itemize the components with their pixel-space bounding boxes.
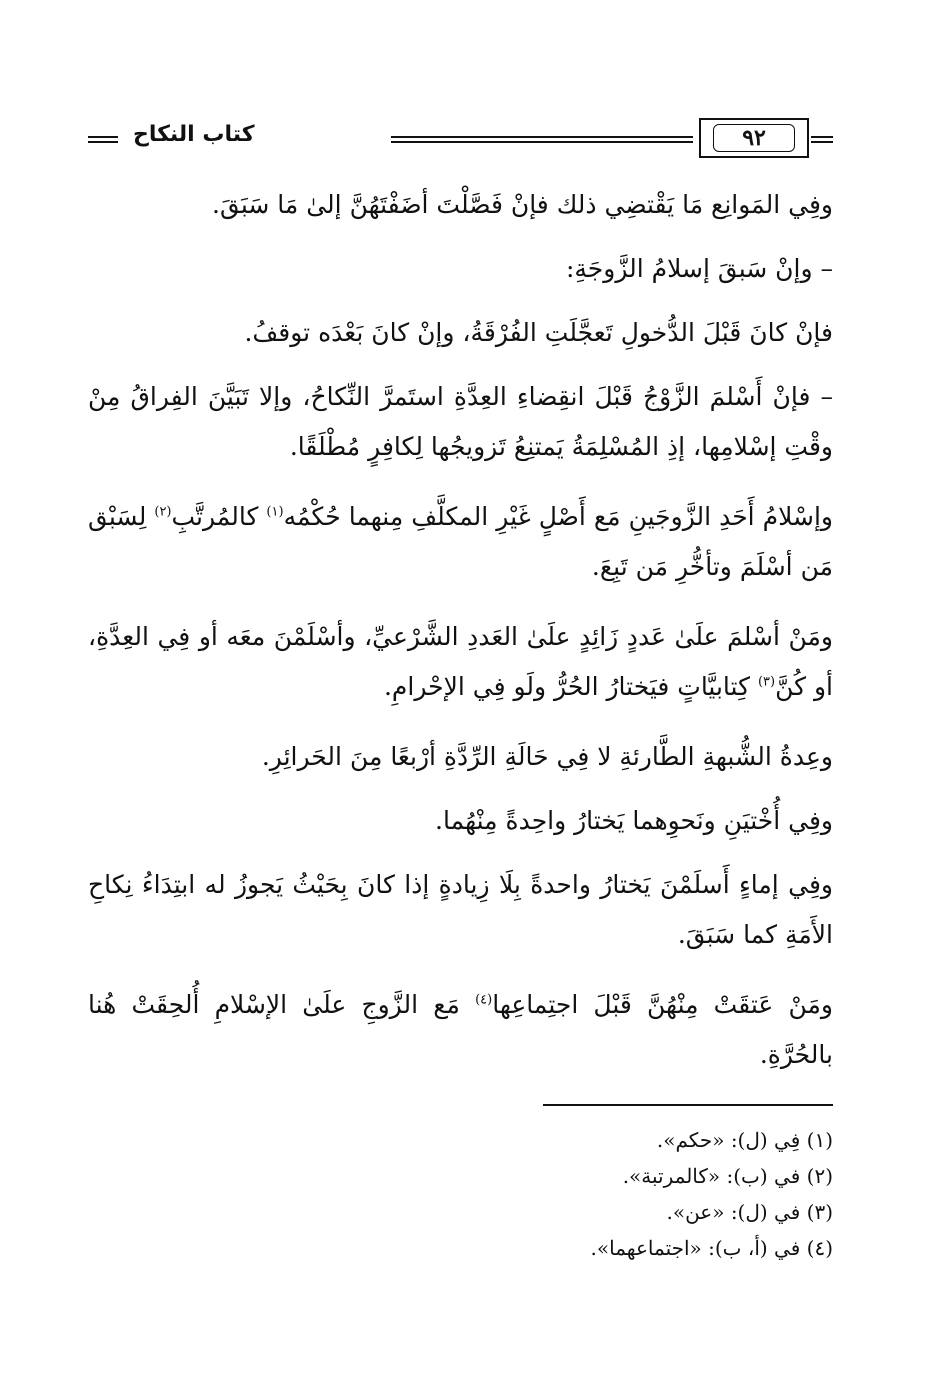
footnote: (٢) في (ب): «كالمرتبة». bbox=[622, 1164, 833, 1188]
footnote-marker: (٢) bbox=[154, 504, 172, 520]
book-title: كتاب النكاح bbox=[133, 122, 255, 147]
main-text bbox=[88, 180, 833, 1100]
paragraph: فإنْ كانَ قَبْلَ الدُّخولِ تَعجَّلَتِ الفُرْقَةُ، وإنْ كانَ بَعْدَه توقفُ. bbox=[244, 318, 833, 347]
footnote: (٤) في (أ، ب): «اجتماعهما». bbox=[590, 1236, 833, 1260]
page-number-frame bbox=[699, 118, 809, 158]
paragraph: – وإنْ سَبقَ إسلامُ الزَّوجَةِ: bbox=[565, 254, 833, 283]
footnote: (٣) في (ل): «عن». bbox=[666, 1200, 833, 1224]
footnote-marker: (٣) bbox=[757, 674, 776, 690]
paragraph bbox=[88, 980, 833, 1080]
paragraph-text: مَع الزَّوجِ علَىٰ الإسْلامِ أُلحِقَتْ هُنا بالحُرَّةِ. bbox=[88, 990, 833, 1069]
header-rule-middle bbox=[391, 136, 693, 143]
footnote: (١) فِي (ل): «حكم». bbox=[656, 1128, 833, 1152]
header-rule-left bbox=[88, 136, 118, 143]
footnote-separator bbox=[543, 1104, 833, 1106]
paragraph bbox=[88, 612, 833, 712]
paragraph-text: كالمُرتَّبِ bbox=[171, 502, 267, 531]
paragraph-text: ومَنْ أسْلمَ علَىٰ عَددٍ زَائِدٍ علَىٰ العَددِ الشَّرْعيِّ، وأسْلَمْنَ معَه أو فِي العِدَّةِ، أو كُنَّ bbox=[88, 622, 833, 701]
footnote-marker: (٤) bbox=[475, 992, 493, 1008]
paragraph: – فإنْ أَسْلمَ الزَّوْجُ قَبْلَ انقِضاءِ العِدَّةِ استَمرَّ النِّكاحُ، وإلا تَبَيَّنَ الفِراقُ مِنْ وقْتِ إسْلامِها، إذِ المُسْلِمَةُ يَمتنِعُ تَزويجُها لِكافِرٍ مُطْلَقًا. bbox=[88, 382, 833, 461]
paragraph-text: كِتابيَّاتٍ فيَختارُ الحُرُّ ولَو فِي الإحْرامِ. bbox=[383, 672, 758, 701]
paragraph: وفِي إماءٍ أَسلَمْنَ يَختارُ واحدةً بِلَا زِيادةٍ إذا كانَ بِحَيْثُ يَجوزُ له ابتِدَاءُ نِكاحِ الأَمَةِ كما سَبَقَ. bbox=[88, 870, 833, 949]
paragraph: وعِدةُ الشُّبهةِ الطَّارئةِ لا فِي حَالَةِ الرِّدَّةِ أرْبعًا مِنَ الحَرائِرِ. bbox=[261, 742, 833, 771]
paragraph-text: وإسْلامُ أَحَدِ الزَّوجَينِ مَع أَصْلٍ غَيْرِ المكلَّفِ مِنهما حُكْمُه bbox=[283, 502, 833, 531]
header-rule-right bbox=[811, 136, 833, 143]
footnotes bbox=[133, 1122, 833, 1266]
footnote-marker: (١) bbox=[266, 504, 284, 520]
paragraph-text: لِسَبْق مَن أسْلَمَ وتأخُّرِ مَن تَبِعَ. bbox=[88, 502, 833, 581]
page-number: ٩٢ bbox=[713, 124, 795, 152]
paragraph-text: ومَنْ عَتقَتْ مِنْهُنَّ قَبْلَ اجتِماعِها bbox=[492, 990, 833, 1019]
page-header bbox=[88, 118, 833, 158]
paragraph: وفِي أُخْتيَنِ ونَحوِهما يَختارُ واحِدةً مِنْهُما. bbox=[435, 806, 833, 835]
paragraph bbox=[88, 492, 833, 592]
paragraph: وفِي المَوانِع مَا يَقْتضِي ذلك فإنْ فَصَّلْتَ أضَفْتَهُنَّ إلىٰ مَا سَبَقَ. bbox=[212, 190, 833, 219]
